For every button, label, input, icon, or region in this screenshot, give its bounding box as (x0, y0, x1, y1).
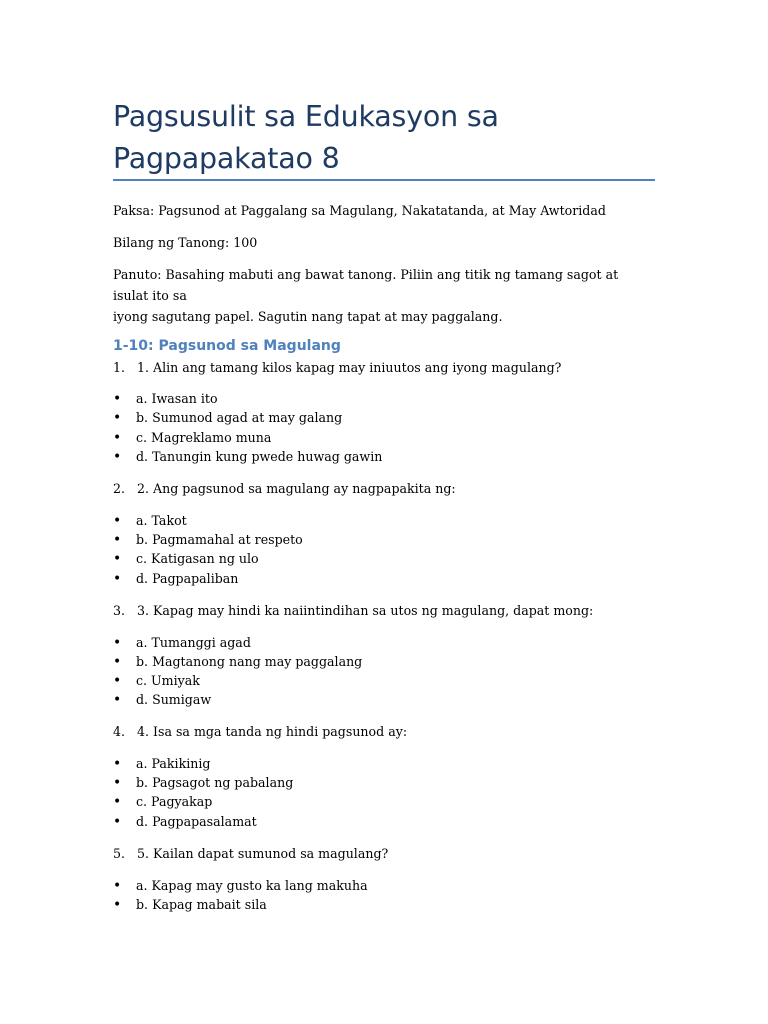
bullet-icon: • (113, 673, 122, 689)
paksa-text: Paksa: Pagsunod at Paggalang sa Magulang, Nakatatanda, at May Awtoridad (113, 203, 606, 218)
bullet-icon: • (113, 654, 122, 670)
bullet-icon: • (113, 897, 122, 913)
bullet-icon: • (113, 775, 122, 791)
option-item (113, 813, 655, 831)
question-item (113, 845, 655, 863)
question-number: 3. (113, 603, 126, 618)
bullet-icon: • (113, 430, 122, 446)
bullet-icon: • (113, 794, 122, 810)
bullet-icon: • (113, 551, 122, 567)
option-text: b. Magtanong nang may paggalang (136, 654, 363, 669)
option-text: a. Takot (136, 513, 187, 528)
question-text: 1. Alin ang tamang kilos kapag may iniuutos ang iyong magulang? (137, 360, 562, 375)
question-item (113, 723, 655, 741)
question-number: 5. (113, 846, 126, 861)
option-text: b. Pagmamahal at respeto (136, 532, 303, 547)
panuto-text (113, 264, 655, 327)
bullet-icon: • (113, 449, 122, 465)
option-text: b. Sumunod agad at may galang (136, 410, 343, 425)
title-line-1: Pagsusulit sa Edukasyon sa (113, 100, 499, 133)
option-item (113, 531, 655, 549)
option-text: a. Kapag may gusto ka lang makuha (136, 878, 368, 893)
option-text: b. Pagsagot ng pabalang (136, 775, 294, 790)
title-line-2: Pagpapakatao 8 (113, 142, 340, 175)
question-text: 4. Isa sa mga tanda ng hindi pagsunod ay: (137, 724, 408, 739)
bullet-icon: • (113, 756, 122, 772)
option-item (113, 691, 655, 709)
bullet-icon: • (113, 692, 122, 708)
bullet-icon: • (113, 410, 122, 426)
question-text: 2. Ang pagsunod sa magulang ay nagpapakita ng: (137, 481, 456, 496)
option-text: a. Iwasan ito (136, 391, 218, 406)
option-item (113, 634, 655, 652)
option-text: c. Magreklamo muna (136, 430, 272, 445)
option-text: c. Pagyakap (136, 794, 213, 809)
option-item (113, 390, 655, 408)
bullet-icon: • (113, 878, 122, 894)
option-item (113, 512, 655, 530)
option-text: d. Pagpapasalamat (136, 814, 257, 829)
question-text: 5. Kailan dapat sumunod sa magulang? (137, 846, 389, 861)
question-text: 3. Kapag may hindi ka naiintindihan sa utos ng magulang, dapat mong: (137, 603, 594, 618)
option-text: d. Pagpapaliban (136, 571, 239, 586)
title-underline (113, 179, 655, 181)
document-title (113, 96, 655, 180)
question-item (113, 602, 655, 620)
option-item (113, 877, 655, 895)
option-item (113, 570, 655, 588)
option-item (113, 550, 655, 568)
question-number: 1. (113, 360, 126, 375)
option-text: a. Pakikinig (136, 756, 211, 771)
option-text: c. Umiyak (136, 673, 200, 688)
bilang-text: Bilang ng Tanong: 100 (113, 235, 258, 250)
option-text: d. Sumigaw (136, 692, 212, 707)
panuto-line-1: Panuto: Basahing mabuti ang bawat tanong. Piliin ang titik ng tamang sagot at isulat ito sa (113, 267, 619, 303)
option-text: a. Tumanggi agad (136, 635, 251, 650)
option-item (113, 448, 655, 466)
option-item (113, 774, 655, 792)
option-item (113, 653, 655, 671)
option-item (113, 409, 655, 427)
option-item (113, 755, 655, 773)
question-number: 2. (113, 481, 126, 496)
bullet-icon: • (113, 532, 122, 548)
bullet-icon: • (113, 571, 122, 587)
section-heading: 1-10: Pagsunod sa Magulang (113, 338, 341, 354)
bullet-icon: • (113, 635, 122, 651)
option-item (113, 429, 655, 447)
question-item (113, 480, 655, 498)
option-item (113, 896, 655, 914)
option-item (113, 793, 655, 811)
bullet-icon: • (113, 814, 122, 830)
panuto-line-2: iyong sagutang papel. Sagutin nang tapat at may paggalang. (113, 309, 503, 324)
option-item (113, 672, 655, 690)
bullet-icon: • (113, 513, 122, 529)
option-text: b. Kapag mabait sila (136, 897, 267, 912)
question-number: 4. (113, 724, 126, 739)
bullet-icon: • (113, 391, 122, 407)
question-item (113, 359, 655, 377)
option-text: d. Tanungin kung pwede huwag gawin (136, 449, 383, 464)
option-text: c. Katigasan ng ulo (136, 551, 259, 566)
